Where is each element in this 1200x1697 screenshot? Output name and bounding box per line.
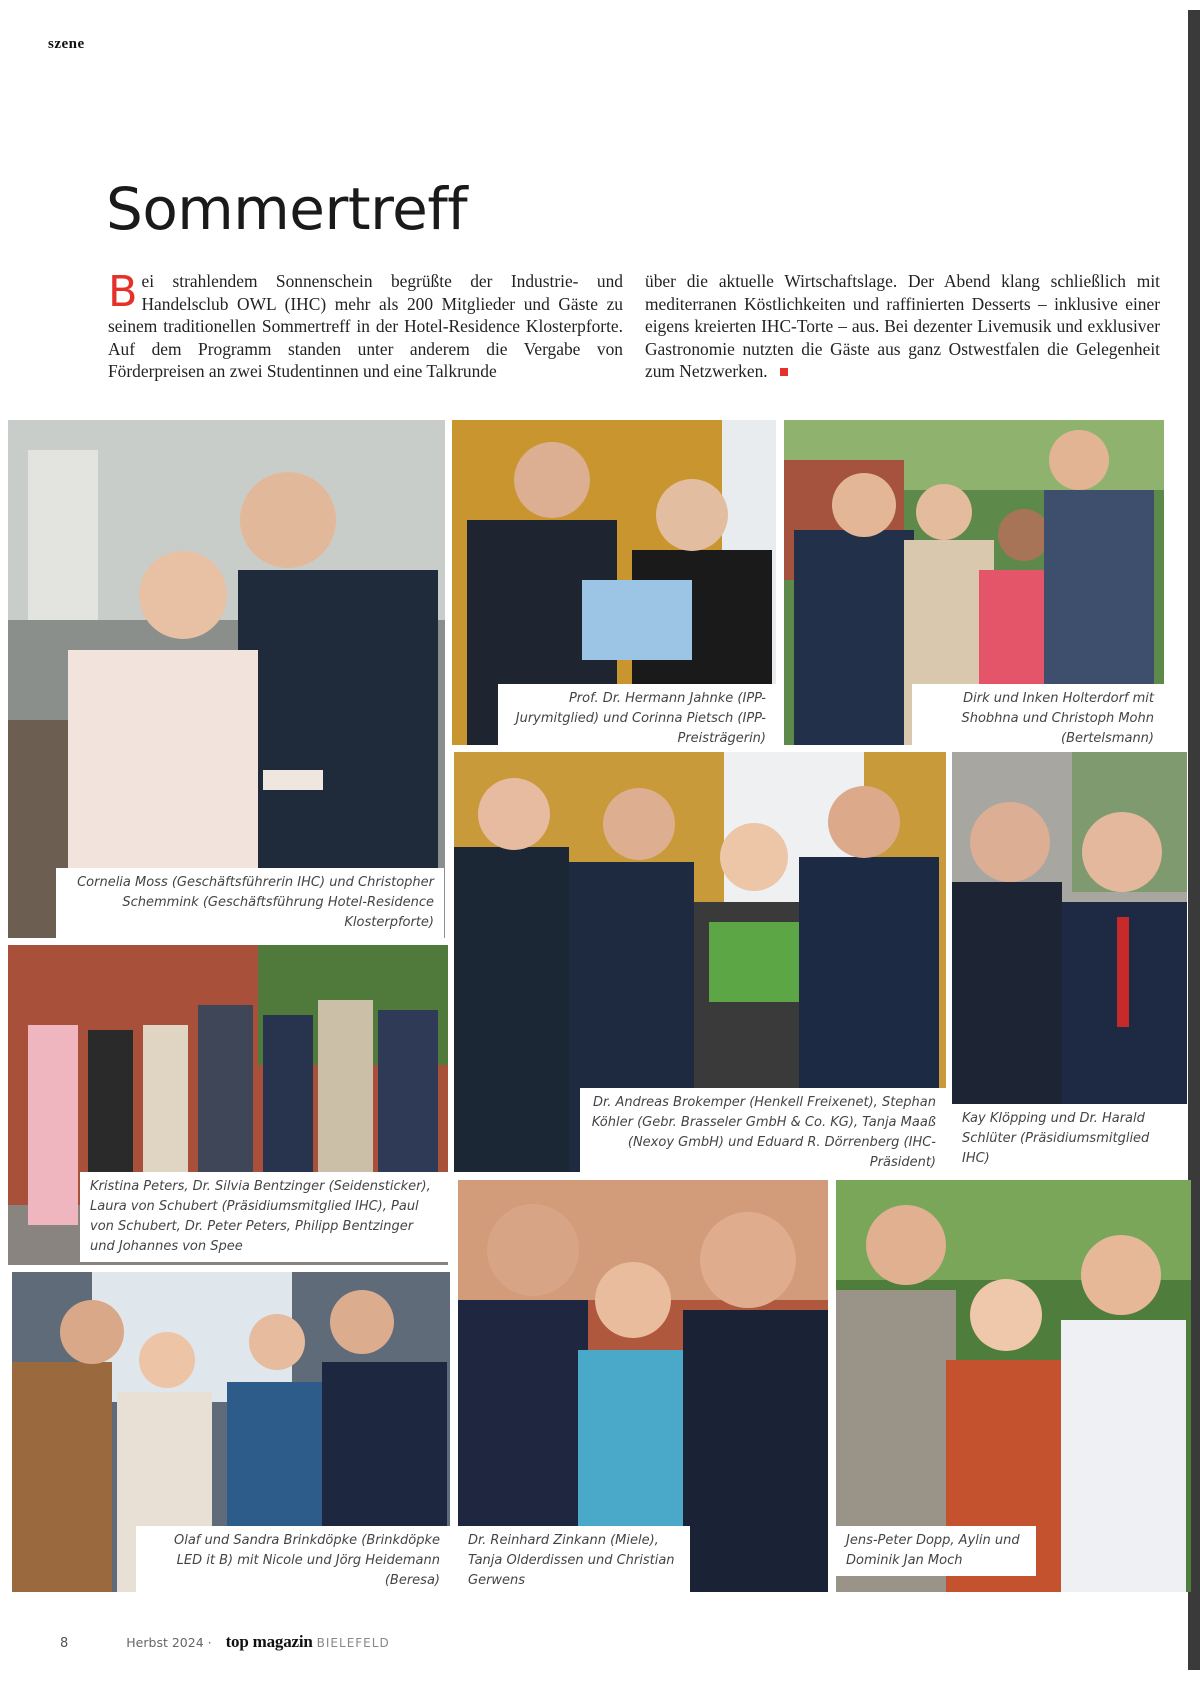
photo-1 — [8, 420, 445, 938]
photo-2-caption: Prof. Dr. Hermann Jahnke (IPP-Jurymitglied) und Corinna Pietsch (IPP-Preisträgerin) — [498, 684, 776, 754]
intro-column-1 — [108, 267, 623, 383]
intro-column-2-text: über die aktuelle Wirtschaftslage. Der Abend klang schließlich mit mediterranen Köstlichkeiten und raffinierten Desserts – inklusive einer eigens kreierten IHC-Torte – aus. Bei dezenter Livemusik und exklusiver Gastronomie nutzten die Gäste aus ganz Ostwestfalen die Gelegenheit zum Netzwerken. — [645, 271, 1160, 382]
intro-column-1-text: ei strahlendem Sonnenschein begrüßte der Industrie- und Handelsclub OWL (IHC) mehr als 200 Mitglieder und Gäste zu seinem traditionellen Sommertreff in der Hotel-Residence Klosterpforte. Auf dem Programm standen unter anderem die Vergabe von Förderpreisen an zwei Studentinnen und eine Talkrunde — [108, 271, 623, 382]
magazine-name: top magazin — [225, 1632, 313, 1651]
intro-column-2 — [645, 270, 1160, 383]
page-number: 8 — [60, 1636, 69, 1651]
photo-9-caption: Jens-Peter Dopp, Aylin und Dominik Jan Moch — [836, 1526, 1036, 1576]
photo-4-caption: Dr. Andreas Brokemper (Henkell Freixenet), Stephan Köhler (Gebr. Brasseler GmbH & Co. KG), Tanja Maaß (Nexoy GmbH) und Eduard R. Dörrenberg (IHC-Präsident) — [580, 1088, 946, 1178]
section-label: szene — [48, 36, 85, 52]
photo-3-caption: Dirk und Inken Holterdorf mit Shobhna und Christoph Mohn (Bertelsmann) — [912, 684, 1164, 754]
article-end-mark — [780, 368, 788, 376]
photo-1-image — [8, 420, 445, 938]
photo-1-caption: Cornelia Moss (Geschäftsführerin IHC) und Christopher Schemmink (Geschäftsführung Hotel-Residence Klosterpforte) — [56, 868, 444, 938]
issue-season: Herbst 2024 · — [126, 1635, 212, 1650]
page-footer — [60, 1632, 390, 1652]
magazine-city: BIELEFELD — [316, 1636, 390, 1650]
photo-5-caption: Kay Klöpping und Dr. Harald Schlüter (Präsidiumsmitglied IHC) — [952, 1104, 1187, 1174]
article-title: Sommertreff — [106, 175, 468, 243]
photo-7-caption: Olaf und Sandra Brinkdöpke (Brinkdöpke LED it B) mit Nicole und Jörg Heidemann (Beresa) — [136, 1526, 450, 1596]
photo-8-caption: Dr. Reinhard Zinkann (Miele), Tanja Olderdissen und Christian Gerwens — [458, 1526, 690, 1596]
photo-6-caption: Kristina Peters, Dr. Silvia Bentzinger (Seidensticker), Laura von Schubert (Präsidiumsmitglied IHC), Paul von Schubert, Dr. Peter Peters, Philipp Bentzinger und Johannes von Spee — [80, 1172, 448, 1262]
drop-cap: B — [108, 267, 138, 317]
